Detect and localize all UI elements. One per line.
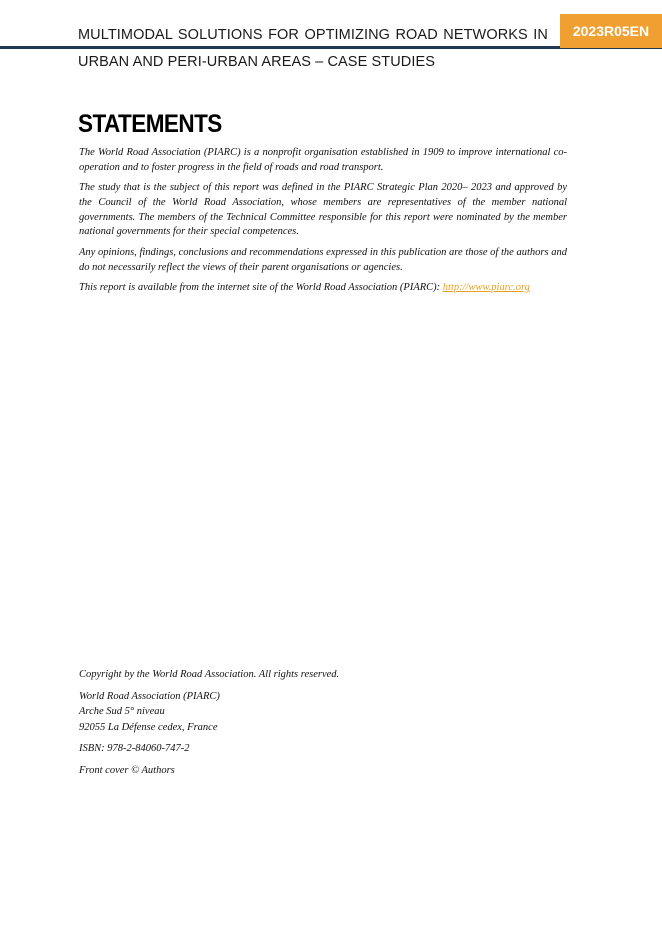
report-code-badge: 2023R05EN <box>560 14 662 48</box>
isbn: ISBN: 978-2-84060-747-2 <box>79 743 190 754</box>
copyright-block <box>79 667 559 784</box>
running-header-title: MULTIMODAL SOLUTIONS FOR OPTIMIZING ROAD NETWORKS IN URBAN AND PERI-URBAN AREAS – CASE STUDIES <box>78 27 548 70</box>
address-line: Arche Sud 5° niveau <box>79 706 165 717</box>
availability-text: This report is available from the internet site of the World Road Association (PIARC): <box>79 282 443 294</box>
section-heading: STATEMENTS <box>78 110 222 138</box>
piarc-website-link[interactable]: http://www.piarc.org <box>442 282 530 294</box>
publisher-address <box>79 689 559 736</box>
statement-paragraph: Any opinions, findings, conclusions and recommendations expressed in this publication are those of the authors and do not necessarily reflect the views of their parent organisations or agencies. <box>79 246 567 273</box>
copyright-notice: Copyright by the World Road Association. All rights reserved. <box>79 669 340 680</box>
cover-credit: Front cover © Authors <box>79 764 175 776</box>
availability-paragraph <box>79 281 567 296</box>
address-line: 92055 La Défense cedex, France <box>79 721 218 733</box>
statement-paragraph: The World Road Association (PIARC) is a nonprofit organisation established in 1909 to improve international co-operation and to foster progress in the field of roads and road transport. <box>79 147 567 173</box>
address-line: World Road Association (PIARC) <box>79 690 220 702</box>
statement-paragraph: The study that is the subject of this report was defined in the PIARC Strategic Plan 2020– 2023 and approved by the Council of the World Road Association, whose members are representatives of the member national governments. The members of the Technical Committee responsible for this report were nominated by the member national governments for their special competences. <box>79 182 567 238</box>
statements-body <box>79 146 567 302</box>
